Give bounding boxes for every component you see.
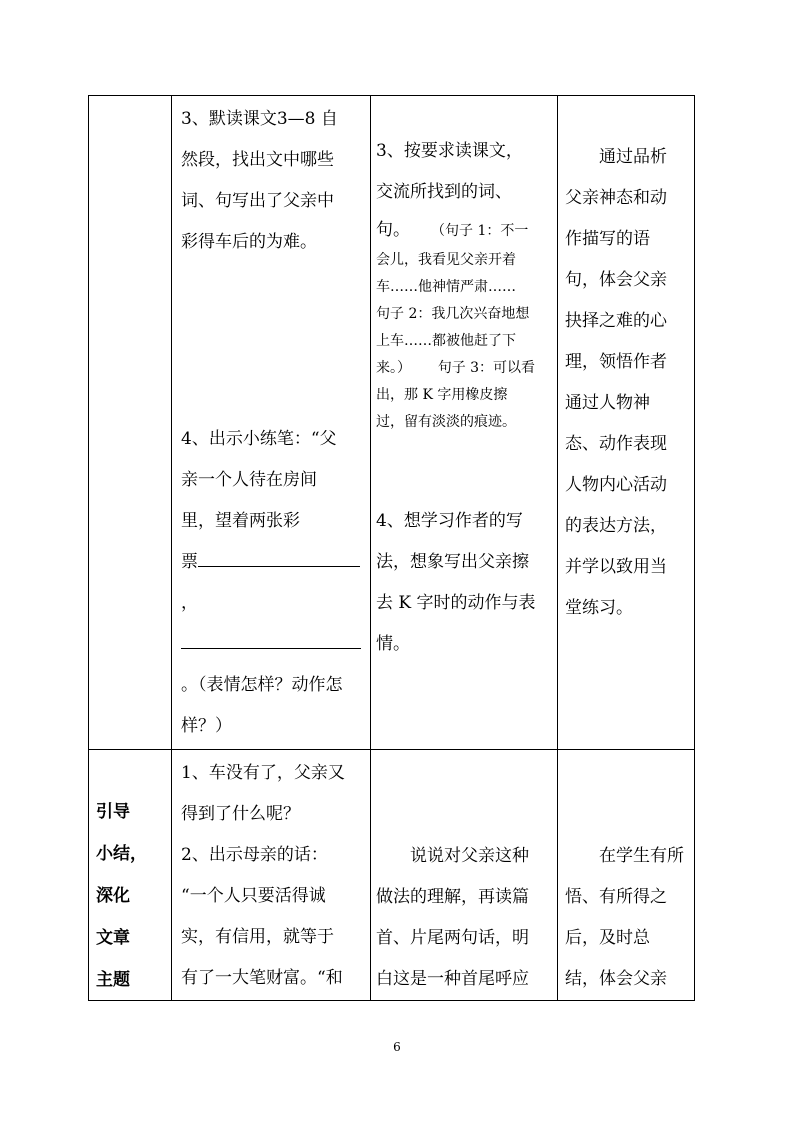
text-line: 法，想象写出父亲擦	[376, 552, 529, 572]
text-line: 1、车没有了，父亲又	[181, 763, 345, 783]
text-line: 主题	[96, 970, 130, 990]
text-line: 作描写的语	[565, 229, 650, 249]
text-line: 会儿，我看见父亲开着	[376, 252, 516, 268]
row2-stage-label	[96, 791, 172, 1001]
text-line: 抉择之难的心	[565, 311, 667, 331]
text-line	[181, 542, 361, 583]
text-line: 里，望着两张彩	[181, 511, 300, 531]
text-line: 做法的理解，再读篇	[376, 887, 529, 907]
text-line: 的表达方法，	[565, 516, 667, 536]
text-line: 通过人物神	[565, 393, 650, 413]
text-line: ，	[181, 593, 198, 613]
text-line: 人物内心活动	[565, 475, 667, 495]
text-line: 。（表情怎样？动作怎	[181, 675, 343, 695]
text-line: 来。） 句子 3：可以看	[376, 360, 536, 376]
text-line: 亲一个人待在房间	[181, 470, 317, 490]
text-line: 小结，	[96, 844, 147, 864]
page-number: 6	[393, 1040, 401, 1054]
text-line: 通过品析	[599, 147, 667, 167]
text-line: 态、动作表现	[565, 434, 667, 454]
row1-student-activity	[376, 131, 554, 436]
text-line: 白这是一种首尾呼应	[376, 969, 529, 989]
table-border-right	[694, 95, 695, 1001]
table-border-bottom	[88, 1000, 695, 1001]
text-line: 上车……都被他赶了下	[376, 333, 516, 349]
text-line: 去 K 字时的动作与表	[376, 593, 536, 613]
fill-in-blank	[181, 626, 361, 649]
text-line: 并学以致用当	[565, 557, 667, 577]
text-line: 堂练习。	[565, 598, 633, 618]
text-line: 有了一大笔财富。“和	[181, 968, 343, 988]
row-divider	[88, 749, 695, 750]
table-border-top	[88, 95, 695, 96]
text-line: 引导	[96, 802, 130, 822]
text-line: 彩得车后的为难。	[181, 232, 317, 252]
text-fragment: （句子 1：不一	[438, 223, 529, 239]
text-fragment: 票	[181, 552, 198, 572]
column-divider-3	[557, 95, 558, 1001]
text-line: 情。	[376, 634, 410, 654]
text-line: “一个人只要活得诚	[181, 886, 326, 906]
text-line: 父亲神态和动	[565, 188, 667, 208]
text-line: 在学生有所	[599, 846, 684, 866]
row2-student-activity	[376, 836, 554, 1000]
text-fragment: 句。	[376, 220, 410, 240]
text-line: 说说对父亲这种	[410, 846, 529, 866]
lesson-plan-table	[88, 95, 695, 1001]
row1-writing-task	[376, 501, 554, 665]
text-line	[181, 624, 361, 665]
example-sentences	[376, 247, 554, 436]
text-line: 2、出示母亲的话：	[181, 845, 328, 865]
table-border-left	[88, 95, 89, 1001]
text-line: 出，那 K 字用橡皮擦	[376, 387, 508, 403]
text-line: 句，体会父亲	[565, 270, 667, 290]
text-line: 句子 2：我几次兴奋地想	[376, 306, 530, 322]
row1-teacher-activity	[181, 99, 361, 263]
text-line: 样？）	[181, 716, 232, 736]
text-line: 3、按要求读课文，	[376, 141, 523, 161]
text-line: 词、句写出了父亲中	[181, 191, 334, 211]
text-line: 结，体会父亲	[565, 969, 667, 989]
text-line: 过，留有淡淡的痕迹。	[376, 414, 516, 430]
text-line: 深化	[96, 886, 130, 906]
column-divider-2	[370, 95, 371, 1001]
row2-design-intent	[565, 836, 693, 1000]
text-line: 理，领悟作者	[565, 352, 667, 372]
text-line: 交流所找到的词、	[376, 182, 512, 202]
text-line: 悟、有所得之	[565, 887, 667, 907]
text-line: 首、片尾两句话，明	[376, 928, 529, 948]
text-line	[376, 213, 554, 247]
text-line: 4、想学习作者的写	[376, 511, 523, 531]
row2-teacher-activity	[181, 753, 366, 999]
row1-design-intent	[565, 137, 693, 629]
text-line: 得到了什么呢？	[181, 804, 300, 824]
fill-in-blank	[198, 544, 360, 567]
text-line: 3、默读课文3—8 自	[181, 109, 338, 129]
text-line: 4、出示小练笔：“父	[181, 429, 337, 449]
text-line: 文章	[96, 928, 130, 948]
text-line: 后，及时总	[565, 928, 650, 948]
text-line: 然段，找出文中哪些	[181, 150, 334, 170]
text-line: 实，有信用，就等于	[181, 927, 334, 947]
text-line: 车……他神情严肃……	[376, 279, 516, 295]
row1-practice-task	[181, 419, 361, 747]
